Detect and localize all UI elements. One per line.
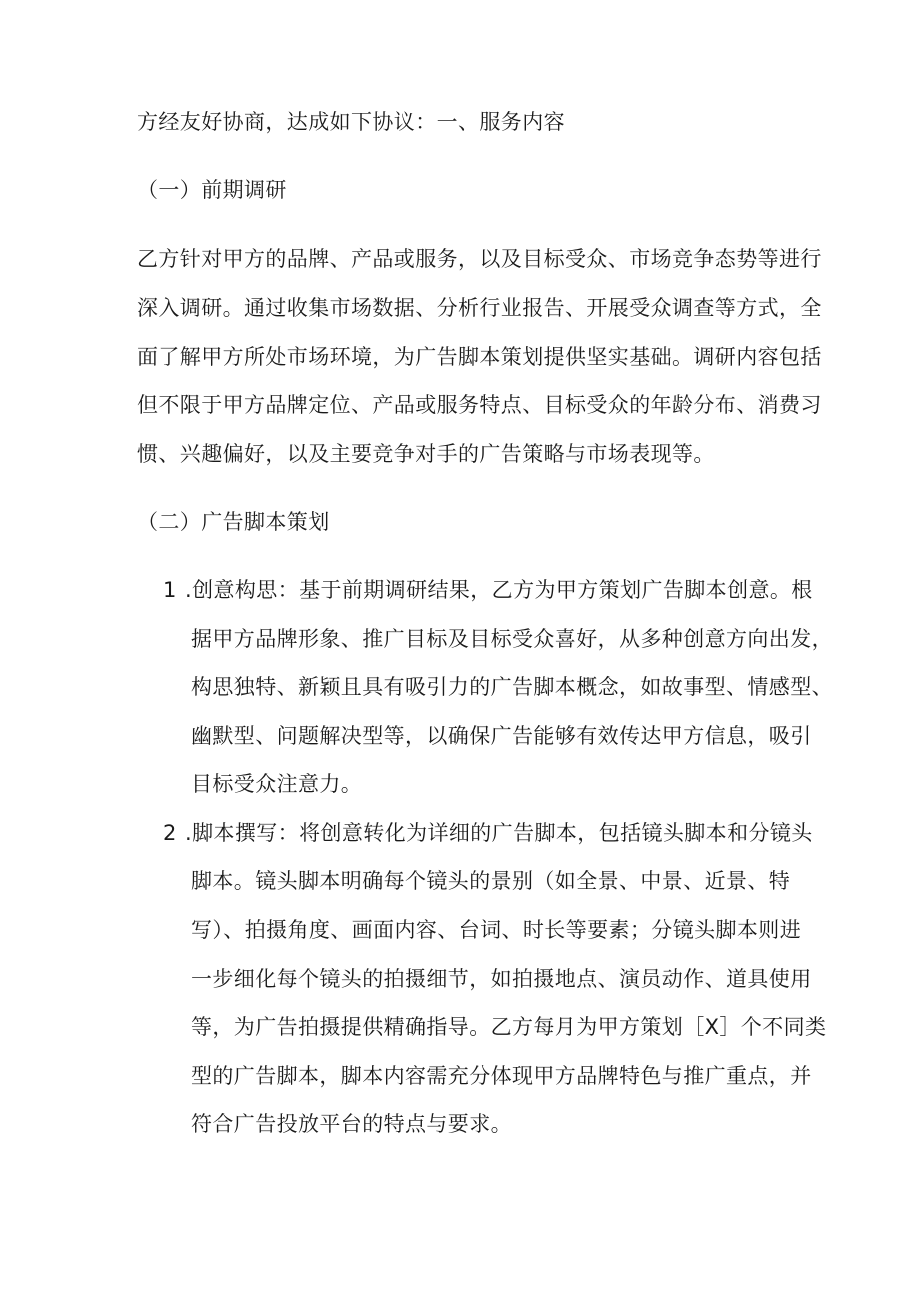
list-item-number: 2 bbox=[163, 821, 177, 845]
section-1-line: 惯、兴趣偏好，以及主要竞争对手的广告策略与市场表现等。 bbox=[137, 442, 715, 466]
list-item-line: .创意构思：基于前期调研结果，乙方为甲方策划广告脚本创意。根 bbox=[185, 578, 813, 602]
list-item-line: 一步细化每个镜头的拍摄细节，如拍摄地点、演员动作、道具使用 bbox=[191, 967, 812, 991]
section-1-line: 深入调研。通过收集市场数据、分析行业报告、开展受众调查等方式，全 bbox=[137, 296, 822, 320]
section-2-heading: （二）广告脚本策划 bbox=[137, 510, 330, 534]
list-item-line: 符合广告投放平台的特点与要求。 bbox=[191, 1112, 512, 1136]
section-1-line: 面了解甲方所处市场环境，为广告脚本策划提供坚实基础。调研内容包括 bbox=[137, 345, 822, 369]
intro-line: 方经友好协商，达成如下协议：一、服务内容 bbox=[137, 110, 565, 134]
list-item-line: 构思独特、新颖且具有吸引力的广告脚本概念，如故事型、情感型、 bbox=[191, 675, 833, 699]
section-1-heading: （一）前期调研 bbox=[137, 178, 287, 202]
list-item-line: 目标受众注意力。 bbox=[191, 772, 363, 796]
list-item-line: 等，为广告拍摄提供精确指导。乙方每月为甲方策划［X］个不同类 bbox=[191, 1015, 827, 1039]
list-item-line: 型的广告脚本，脚本内容需充分体现甲方品牌特色与推广重点，并 bbox=[191, 1064, 812, 1088]
list-item-line: 幽默型、问题解决型等，以确保广告能够有效传达甲方信息，吸引 bbox=[191, 724, 812, 748]
list-item-line: 据甲方品牌形象、推广目标及目标受众喜好，从多种创意方向出发， bbox=[191, 627, 833, 651]
list-item-line: .脚本撰写：将创意转化为详细的广告脚本，包括镜头脚本和分镜头 bbox=[185, 821, 813, 845]
list-item-number: 1 bbox=[163, 578, 177, 602]
section-1-line: 但不限于甲方品牌定位、产品或服务特点、目标受众的年龄分布、消费习 bbox=[137, 393, 822, 417]
section-1-line: 乙方针对甲方的品牌、产品或服务，以及目标受众、市场竞争态势等进行 bbox=[137, 247, 822, 271]
list-item-line: 写）、拍摄角度、画面内容、台词、时长等要素；分镜头脚本则进 bbox=[191, 918, 802, 942]
list-item-line: 脚本。镜头脚本明确每个镜头的景别（如全景、中景、近景、特 bbox=[191, 869, 791, 893]
